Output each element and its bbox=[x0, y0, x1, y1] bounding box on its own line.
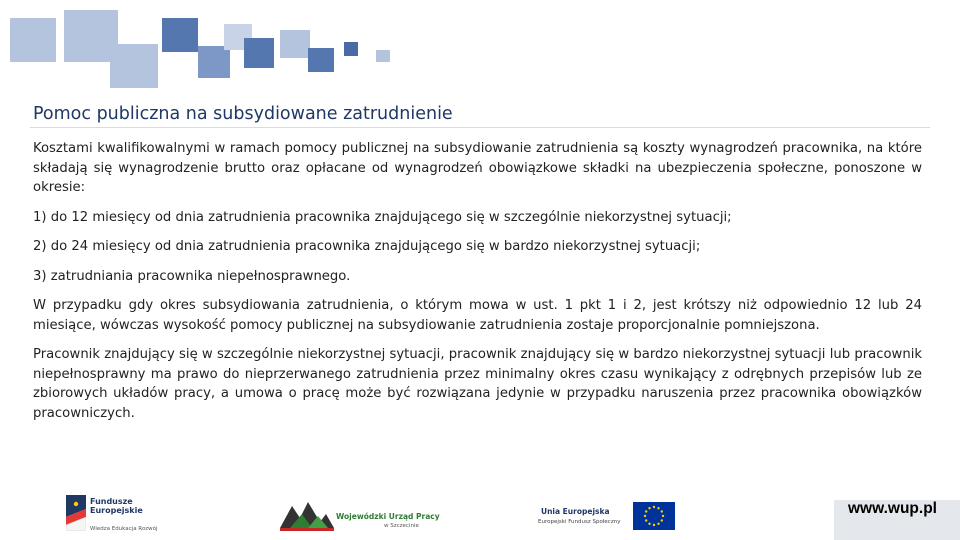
slide-title: Pomoc publiczna na subsydiowane zatrudnienie bbox=[33, 104, 453, 124]
deco-square bbox=[344, 42, 358, 56]
website-url[interactable]: www.wup.pl bbox=[848, 500, 937, 517]
deco-square bbox=[110, 44, 158, 88]
wup-logo-name: Wojewódzki Urząd Pracy bbox=[336, 512, 440, 521]
list-item-2: 2) do 24 miesięcy od dnia zatrudnienia pracownika znajdującego się w bardzo niekorzystnej sytuacji; bbox=[33, 239, 701, 254]
deco-square bbox=[308, 48, 334, 72]
unia-europejska-logo bbox=[538, 500, 678, 534]
paragraph-proportional: W przypadku gdy okres subsydiowania zatrudnienia, o którym mowa w ust. 1 pkt 1 i 2, jest krótszy niż odpowiednio 12 lub 24 miesiące, wówczas wysokość pomocy publicznej na subsydiowanie zatrudnienia zostaje proporcjonalnie pomniejszona. bbox=[33, 298, 922, 333]
wup-logo bbox=[280, 498, 440, 532]
fe-logo-sub: Wiedza Edukacja Rozwój bbox=[90, 526, 158, 532]
wup-mountains-icon bbox=[280, 498, 334, 532]
slide-body bbox=[33, 139, 922, 433]
eu-flag-icon bbox=[633, 502, 675, 530]
ue-logo-name: Unia Europejska bbox=[541, 507, 610, 516]
list-item-3: 3) zatrudniania pracownika niepełnosprawnego. bbox=[33, 268, 351, 284]
deco-square bbox=[162, 18, 198, 52]
fundusze-europejskie-logo bbox=[66, 493, 186, 537]
deco-square bbox=[10, 18, 56, 62]
fe-logo-line1: Fundusze bbox=[90, 497, 133, 506]
ue-logo-sub: Europejski Fundusz Społeczny bbox=[538, 519, 621, 525]
deco-square bbox=[244, 38, 274, 68]
fe-logo-line2: Europejskie bbox=[90, 506, 143, 515]
title-divider bbox=[30, 127, 930, 128]
wup-logo-city: w Szczecinie bbox=[384, 523, 419, 529]
list-item-1: 1) do 12 miesięcy od dnia zatrudnienia pracownika znajdującego się w szczególnie niekorzystnej sytuacji; bbox=[33, 209, 732, 225]
deco-square bbox=[280, 30, 310, 58]
fe-flag-icon bbox=[66, 495, 86, 531]
deco-square bbox=[376, 50, 390, 62]
fe-logo-text bbox=[90, 497, 143, 515]
website-url-box[interactable] bbox=[834, 500, 960, 540]
paragraph-employee: Pracownik znajdujący się w szczególnie niekorzystnej sytuacji, pracownik znajdujący się w bardzo niekorzystnej sytuacji lub pracownik niepełnosprawny ma prawo do nieprzerwanego zatrudnienia przez minimalny okres czasu wynikający z odrębnych przepisów lub ze zbiorowych układów pracy, a umowa o pracę może być rozwiązana jedynie w przypadku naruszenia przez pracownika obowiązków pracowniczych. bbox=[33, 347, 922, 421]
deco-square bbox=[198, 46, 230, 78]
footer-logos bbox=[0, 490, 960, 540]
paragraph-intro: Kosztami kwalifikowalnymi w ramach pomocy publicznej na subsydiowanie zatrudnienia są koszty wynagrodzeń pracownika, na które składają się wynagrodzenie brutto oraz opłacane od wynagrodzeń obowiązkowe składki na ubezpieczenia społeczne, ponoszone w okresie: bbox=[33, 141, 922, 195]
